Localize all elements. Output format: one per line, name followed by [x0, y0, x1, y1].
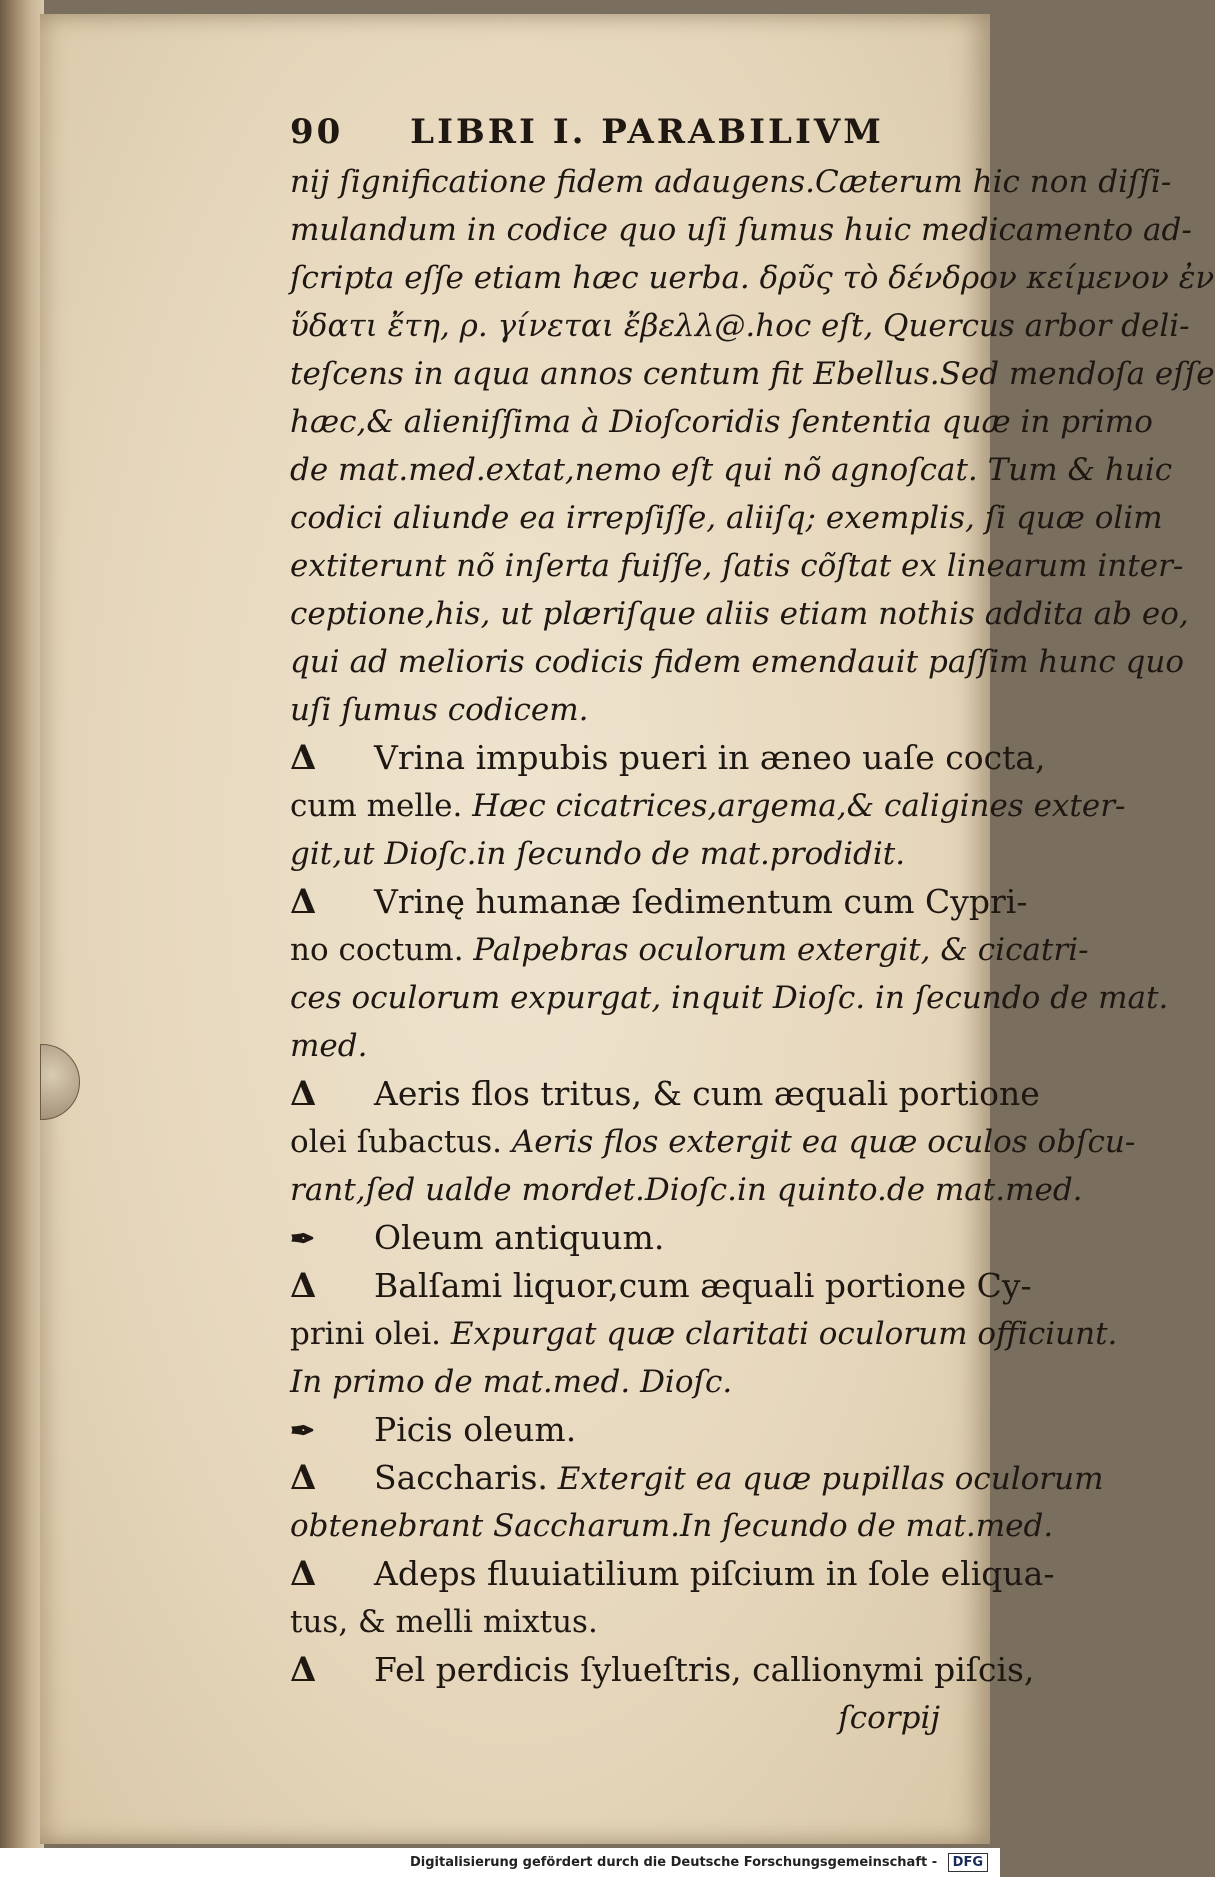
entry-line	[290, 1214, 980, 1262]
entry-line	[290, 1550, 1055, 1598]
commentary-line: hæc,& alieniſſima à Dioſcoridis ſententia quæ in primo	[290, 404, 1153, 440]
entry-line	[290, 1358, 980, 1406]
entry-heading-text: Vrinę humanæ ſedimentum cum Cypri-	[374, 882, 1028, 921]
entry-heading-text: olei ſubactus.	[290, 1124, 503, 1160]
commentary-line: ſcripta eſſe etiam hæc uerba. δρῦς τὸ δένδρον κείμενον ἐν	[290, 260, 1215, 296]
commentary-block	[290, 158, 1215, 734]
entry-line	[290, 782, 1126, 830]
entry-line	[290, 878, 1028, 926]
running-header	[290, 112, 980, 158]
entry-commentary-text: In primo de mat.med. Dioſc.	[290, 1364, 733, 1400]
delta-mark-icon: Δ	[290, 1266, 317, 1306]
entry-commentary-text: obtenebrant Saccharum.In ſecundo de mat.med.	[290, 1508, 1054, 1544]
entry-heading-text: no coctum.	[290, 932, 464, 968]
entry-commentary-text: Palpebras oculorum extergit, & cicatri-	[473, 932, 1089, 968]
entry-commentary-text: Extergit ea quæ pupillas oculorum	[557, 1461, 1104, 1497]
page-number: 90	[290, 112, 344, 152]
remedy-entries	[290, 734, 1169, 1694]
entry-line	[290, 1454, 1104, 1502]
entry-heading-text: Adeps fluuiatilium piſcium in ſole eliqua-	[374, 1554, 1055, 1593]
entry-commentary-text: ces oculorum expurgat, inquit Dioſc. in ſecundo de mat.	[290, 980, 1169, 1016]
entry-line	[290, 974, 1169, 1022]
page-text	[290, 112, 1215, 1742]
delta-mark-icon: Δ	[290, 1554, 317, 1594]
dfg-logo: DFG	[948, 1853, 988, 1872]
book-spine	[0, 0, 44, 1877]
commentary-line: teſcens in aqua annos centum fit Ebellus.Sed mendoſa eſſe	[290, 356, 1215, 392]
entry-heading-text: cum melle.	[290, 788, 463, 824]
quill-mark-icon: ✒	[290, 1222, 316, 1257]
entry-line	[290, 1598, 980, 1646]
footer-text: Digitalisierung gefördert durch die Deutsche Forschungsgemeinschaft -	[409, 1855, 938, 1870]
entry-line	[290, 1406, 980, 1454]
entry-heading-text: Balſami liquor,cum æquali portione Cy-	[374, 1266, 1032, 1305]
delta-mark-icon: Δ	[290, 1458, 317, 1498]
entry-line	[290, 1262, 1032, 1310]
entry-line	[290, 830, 980, 878]
page-clasp	[40, 1044, 80, 1120]
entry-heading-text: Oleum antiquum.	[374, 1218, 665, 1257]
entry-heading-text: prini olei.	[290, 1316, 442, 1352]
entry-line	[290, 926, 1089, 974]
entry-commentary-text: med.	[290, 1028, 368, 1064]
entry-line	[290, 1166, 1083, 1214]
entry-heading-text: Picis oleum.	[374, 1410, 577, 1449]
entry-heading-text: tus, & melli mixtus.	[290, 1604, 598, 1640]
delta-mark-icon: Δ	[290, 1074, 317, 1114]
delta-mark-icon: Δ	[290, 1650, 317, 1690]
commentary-line: codici aliunde ea irrepſiſſe, aliiſq; exemplis, ſi quæ olim	[290, 500, 1163, 536]
running-title: LIBRI I. PARABILIVM	[410, 112, 884, 152]
commentary-line: qui ad melioris codicis fidem emendauit paſſim hunc quo	[290, 644, 1185, 680]
entry-heading-text: Aeris flos tritus, & cum æquali portione	[374, 1074, 1040, 1113]
commentary-line: nij ſignificatione fidem adaugens.Cæterum hic non diſſi-	[290, 164, 1172, 200]
entry-commentary-text: Expurgat quæ claritati oculorum officiunt.	[450, 1316, 1118, 1352]
catchword: ſcorpij	[838, 1700, 940, 1736]
quill-mark-icon: ✒	[290, 1414, 316, 1449]
entry-commentary-text: git,ut Dioſc.in ſecundo de mat.prodidit.	[290, 836, 906, 872]
commentary-line: extiterunt nõ inſerta fuiſſe, ſatis cõſtat ex linearum inter-	[290, 548, 1184, 584]
entry-line	[290, 1022, 980, 1070]
entry-commentary-text: Hæc cicatrices,argema,& caligines exter-	[472, 788, 1126, 824]
entry-commentary-text: rant,ſed ualde mordet.Dioſc.in quinto.de mat.med.	[290, 1172, 1083, 1208]
entry-heading-text: Saccharis.	[374, 1458, 548, 1497]
entry-heading-text: Fel perdicis ſylueſtris, callionymi piſcis,	[374, 1650, 1035, 1689]
digitization-footer	[0, 1848, 1000, 1877]
commentary-line: ὕδατι ἔτη, ρ. γίνεται ἔβελλ@.hoc eſt, Quercus arbor deli-	[290, 308, 1190, 344]
commentary-line: mulandum in codice quo uſi ſumus huic medicamento ad-	[290, 212, 1192, 248]
entry-line	[290, 734, 1046, 782]
delta-mark-icon: Δ	[290, 738, 317, 778]
entry-heading-text: Vrina impubis pueri in æneo uaſe cocta,	[374, 738, 1046, 777]
delta-mark-icon: Δ	[290, 882, 317, 922]
entry-line	[290, 1310, 1118, 1358]
entry-line	[290, 1118, 1136, 1166]
commentary-line: de mat.med.extat,nemo eſt qui nõ agnoſcat. Tum & huic	[290, 452, 1173, 488]
entry-line	[290, 1070, 1040, 1118]
commentary-line: ceptione,his, ut plæriſque aliis etiam nothis addita ab eo,	[290, 596, 1189, 632]
entry-commentary-text: Aeris flos extergit ea quæ oculos obſcu-	[511, 1124, 1136, 1160]
entry-line	[290, 1646, 1035, 1694]
commentary-line: uſi ſumus codicem.	[290, 692, 589, 728]
entry-line	[290, 1502, 1054, 1550]
